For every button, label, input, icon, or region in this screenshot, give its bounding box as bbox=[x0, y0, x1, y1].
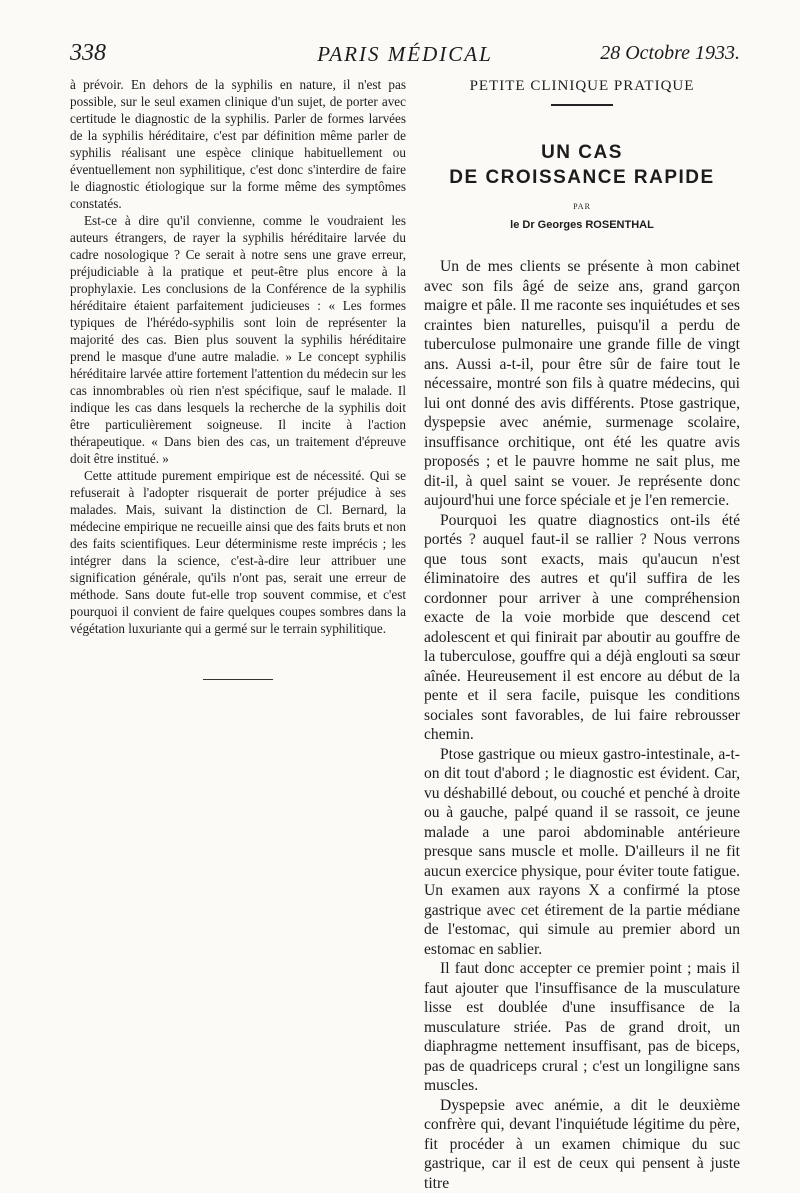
running-header bbox=[70, 40, 740, 74]
article-end-rule bbox=[203, 679, 273, 680]
right-paragraph: Dyspepsie avec anémie, a dit le deuxième confrère qui, devant l'inquiétude légitime du père, fit procéder à un examen chimique du suc gastrique, car il est de ceux qui pensent à juste titre bbox=[424, 1096, 740, 1193]
author-name: le Dr Georges ROSENTHAL bbox=[424, 219, 740, 231]
section-rule bbox=[551, 104, 613, 106]
article-title-line: UN CAS bbox=[424, 140, 740, 165]
left-column bbox=[70, 76, 406, 680]
right-paragraph: Un de mes clients se présente à mon cabinet avec son fils âgé de seize ans, grand garçon maigre et pâle. Il me raconte ses inquiétudes et ses craintes bien naturelles, puisqu'il a perdu de tuberculose pulmonaire une grande fille de vingt ans. Aussi a-t-il, pour être sûr de faire tout le nécessaire, montré son fils à quatre médecins, qui lui ont donné des avis différents. Ptose gastrique, dyspepsie avec anémie, surmenage scolaire, insuffisance orchitique, ont été les quatre avis proposés ; et le pauvre homme ne sait plus, me dit-il, à quel saint se vouer. Je représente donc aujourd'hui une force spéciale et je l'en remercie. bbox=[424, 257, 740, 511]
left-paragraph: Cette attitude purement empirique est de nécessité. Qui se refuserait à l'adopter risquerait de porter préjudice à ses malades. Mais, suivant la distinction de Cl. Bernard, la médecine empirique ne recueille ainsi que des faits bruts et non des faits scientifiques. Leur déterminisme reste imprécis ; les intégrer dans la science, c'est-à-dire leur attribuer une signification générale, qu'ils n'ont pas, serait une erreur de méthode. Sans doute fut-elle trop souvent commise, et c'est pourquoi il convient de faire quelques coupes sombres dans la végétation luxuriante qui a germé sur le terrain syphilitique. bbox=[70, 467, 406, 637]
left-paragraph: à prévoir. En dehors de la syphilis en nature, il n'est pas possible, sur le seul examen clinique d'un sujet, de porter avec certitude le diagnostic de la syphilis. Parler de formes larvées de la syphilis héréditaire, c'est par définition même parler de syphilis réalisant une espèce clinique habituellement ou éventuellement non syphilitique, c'est donc s'interdire de faire le diagnostic étiologique sur la forme même des symptômes constatés. bbox=[70, 76, 406, 212]
byline-par: PAR bbox=[424, 202, 740, 211]
article-title bbox=[424, 140, 740, 190]
right-paragraph: Il faut donc accepter ce premier point ; mais il faut ajouter que l'insuffisance de la musculature lisse est doublée d'une insuffisance de la musculature striée. Pas de grand droit, un diaphragme nettement insuffisant, pas de biceps, pas de quadriceps crural ; c'est un longiligne sans muscles. bbox=[424, 959, 740, 1096]
right-paragraph: Pourquoi les quatre diagnostics ont-ils été portés ? auquel faut-il se rallier ? Nous verrons que tous sont exacts, mais qu'aucun n'est éliminatoire des autres et qu'il suffira de les cordonner pour arriver à une compréhension exacte de la voie morbide que descend cet adolescent et qui finirait par aboutir au gouffre de la tuberculose, gouffre qui a déjà englouti sa sœur aînée. Heureusement il est encore au début de la pente et il sera facile, puisque les conditions sociales sont favorables, de lui faire rebrousser chemin. bbox=[424, 511, 740, 745]
article-title-line: DE CROISSANCE RAPIDE bbox=[424, 165, 740, 190]
section-heading: PETITE CLINIQUE PRATIQUE bbox=[424, 78, 740, 95]
right-paragraph: Ptose gastrique ou mieux gastro-intestinale, a-t-on dit tout d'abord ; le diagnostic est évident. Car, vu déshabillé debout, ou couché et penché à droite ou à gauche, palpé quand il se rassoit, ce jeune malade a une paroi abdominable antérieure presque sans muscle et molle. D'ailleurs il ne fit aucun exercice physique, pour éviter toute fatigue. Un examen aux rayons X a confirmé la ptose gastrique avec cet étirement de la partie médiane de l'estomac, qui simule au premier abord un estomac en sablier. bbox=[424, 745, 740, 960]
journal-title: PARIS MÉDICAL bbox=[70, 42, 740, 67]
left-paragraph: Est-ce à dire qu'il convienne, comme le voudraient les auteurs étrangers, de rayer la syphilis héréditaire larvée du cadre nosologique ? Ce serait à notre sens une grave erreur, préjudiciable à la pratique et peut-être plus encore à la prophylaxie. Les conclusions de la Conférence de la syphilis héréditaire étaient parfaitement judicieuses : « Les formes typiques de l'hérédo-syphilis sont loin de représenter la majorité des cas. Bien plus souvent la syphilis héréditaire prend le masque d'une autre maladie. » Le concept syphilis héréditaire larvée attire fortement l'attention du médecin sur les cas innombrables où rien n'est spécifique, sauf le malade. Il indique les cas dans lesquels la recherche de la syphilis doit être particulièrement soigneuse. Il incite à l'action thérapeutique. « Dans bien des cas, un traitement d'épreuve doit être institué. » bbox=[70, 212, 406, 467]
right-column bbox=[424, 76, 740, 1193]
issue-date: 28 Octobre 1933. bbox=[600, 42, 740, 65]
article-body bbox=[424, 257, 740, 1193]
page-number: 338 bbox=[70, 40, 106, 67]
